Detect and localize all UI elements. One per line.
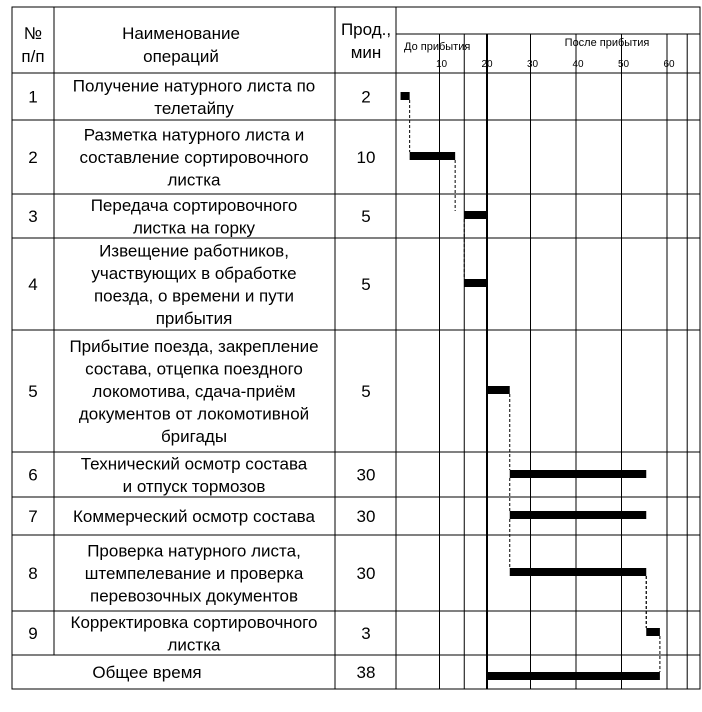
gantt-bar <box>510 470 647 478</box>
dependency-connectors <box>410 100 660 672</box>
row-duration: 5 <box>361 275 371 294</box>
row-duration: 30 <box>356 465 376 485</box>
header-duration-line2: мин <box>350 43 382 62</box>
row-operation-name: перевозочных документов <box>90 586 298 606</box>
row-operation-name: Разметка натурного листа и <box>83 125 305 145</box>
gantt-bar <box>487 386 510 394</box>
row-number: 2 <box>28 148 38 167</box>
row-operation-name: составление сортировочного <box>79 148 309 167</box>
row-operation-name: бригады <box>160 427 228 446</box>
operation-row <box>28 241 370 328</box>
operation-row <box>28 542 375 606</box>
row-duration: 5 <box>361 207 371 226</box>
operation-rows <box>28 76 375 682</box>
row-duration: 5 <box>361 382 371 401</box>
operation-row <box>28 454 375 496</box>
row-operation-name: участвующих в обработке <box>91 263 297 283</box>
operation-row <box>28 613 370 655</box>
row-number: 5 <box>28 382 38 401</box>
row-duration: 3 <box>361 624 371 643</box>
gantt-bar <box>510 511 647 519</box>
row-operation-name: и отпуск тормозов <box>122 476 266 496</box>
header-name-line2: операций <box>143 47 219 66</box>
row-operation-name: Прибытие поезда, закрепление <box>69 337 319 356</box>
row-operation-name: Технический осмотр состава <box>80 454 308 474</box>
tick-label: 50 <box>617 59 630 70</box>
row-duration: 30 <box>356 564 376 583</box>
row-operation-name: листка <box>167 635 221 655</box>
row-duration: 10 <box>356 148 376 167</box>
row-operation-name: документов от локомотивной <box>78 404 310 424</box>
row-operation-name: Корректировка сортировочного <box>70 612 318 632</box>
gantt-bar <box>410 152 456 160</box>
gantt-bar <box>646 628 660 636</box>
row-number: 9 <box>28 624 38 643</box>
header-before-arrival: До прибытия <box>404 41 471 53</box>
row-operation-name: телетайпу <box>154 98 234 118</box>
row-number: 4 <box>28 275 38 294</box>
operation-row <box>28 196 370 238</box>
row-operation-name: листка на горку <box>132 218 256 238</box>
header-duration-line1: Прод., <box>340 20 392 39</box>
gantt-bar-total <box>487 672 660 680</box>
time-axis-ticks <box>436 59 675 70</box>
tick-label: 20 <box>481 59 493 70</box>
row-duration: 30 <box>356 507 376 526</box>
row-operation-name: локомотива, сдача-приём <box>92 382 296 401</box>
gantt-bar <box>464 279 487 287</box>
operation-row <box>28 126 375 190</box>
row-number: 1 <box>28 87 38 107</box>
operation-row <box>28 76 370 118</box>
row-operation-name: Получение натурного листа по <box>72 76 316 96</box>
operation-row <box>28 507 375 526</box>
gantt-bar <box>510 568 647 576</box>
operation-row <box>28 337 370 446</box>
row-operation-name: листка <box>167 170 221 190</box>
gantt-bar <box>464 211 487 219</box>
header-num-line1: № <box>23 24 43 43</box>
total-duration: 38 <box>356 663 376 682</box>
tick-label: 60 <box>663 59 675 70</box>
row-number: 7 <box>28 507 38 526</box>
row-number: 3 <box>28 207 38 226</box>
tick-label: 30 <box>526 59 539 70</box>
row-operation-name: Извещение работников, <box>99 241 289 261</box>
header-num-line2: п/п <box>21 47 45 66</box>
row-operation-name: штемпелевание и проверка <box>84 564 304 583</box>
total-label: Общее время <box>92 663 202 682</box>
row-operation-name: Коммерческий осмотр состава <box>73 507 315 526</box>
row-operation-name: состава, отцепка поездного <box>85 359 303 379</box>
row-operation-name: поезда, о времени и пути <box>93 286 295 306</box>
row-operation-name: Передача сортировочного <box>90 195 298 215</box>
header-name-line1: Наименование <box>122 24 240 43</box>
tick-label: 40 <box>572 59 584 70</box>
row-operation-name: прибытия <box>155 308 233 328</box>
header-after-arrival: После прибытия <box>564 37 650 49</box>
row-operation-name: Проверка натурного листа, <box>87 541 301 561</box>
row-number: 6 <box>28 465 38 485</box>
row-number: 8 <box>28 564 38 583</box>
total-row <box>92 663 375 682</box>
gantt-bar <box>401 92 410 100</box>
row-duration: 2 <box>361 87 371 107</box>
tick-label: 10 <box>435 59 448 70</box>
